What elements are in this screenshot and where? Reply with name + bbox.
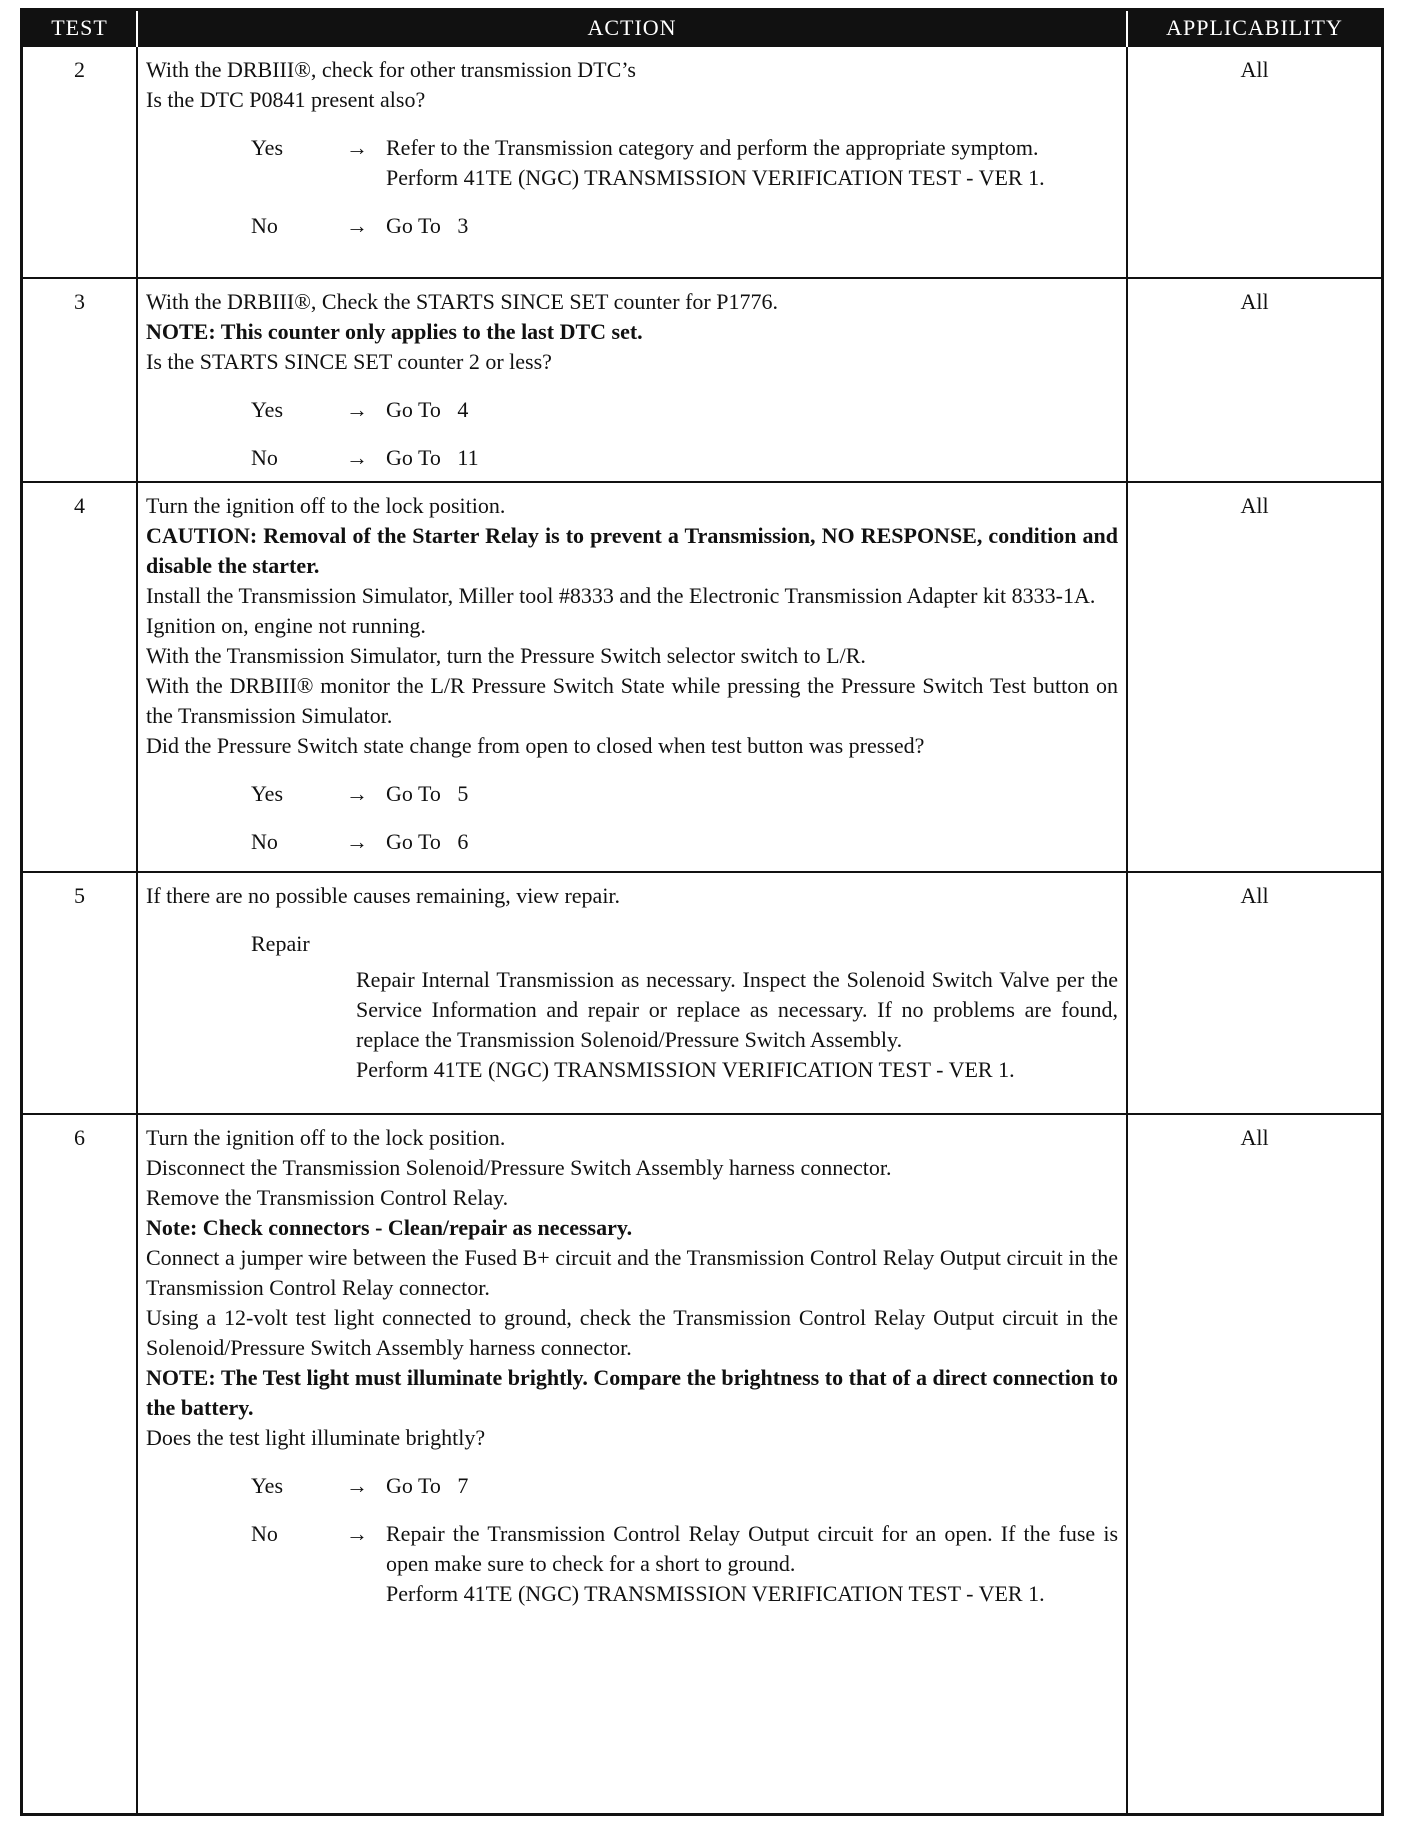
action-line: With the Transmission Simulator, turn the Pressure Switch selector switch to L/R. xyxy=(146,643,866,668)
table-row xyxy=(23,1114,1381,1813)
action-cell xyxy=(137,872,1127,1114)
table-row xyxy=(23,872,1381,1114)
action-line: Ignition on, engine not running. xyxy=(146,613,426,638)
repair-text xyxy=(146,965,1118,1085)
yes-result: Go To 7 xyxy=(386,1473,469,1498)
action-cell xyxy=(137,46,1127,278)
applicability-cell: All xyxy=(1127,482,1381,872)
applicability-cell: All xyxy=(1127,46,1381,278)
no-label: No xyxy=(251,445,278,470)
action-line: Connect a jumper wire between the Fused B+ circuit and the Transmission Control Relay Output circuit in the Transmission Control Relay connector. xyxy=(146,1245,1118,1300)
arrow-icon: → xyxy=(346,1521,368,1546)
test-number: 3 xyxy=(23,278,137,482)
action-cell xyxy=(137,278,1127,482)
arrow-icon: → xyxy=(346,445,368,470)
header-action: ACTION xyxy=(137,11,1127,46)
yes-result: Go To 5 xyxy=(386,781,469,806)
applicability-cell: All xyxy=(1127,872,1381,1114)
arrow-icon: → xyxy=(346,1473,368,1498)
yes-label: Yes xyxy=(251,135,284,160)
no-result: Go To 3 xyxy=(386,213,469,238)
yes-label: Yes xyxy=(251,781,284,806)
no-label: No xyxy=(251,829,278,854)
test-number: 6 xyxy=(23,1114,137,1813)
yes-answer xyxy=(146,1471,1118,1501)
table-row xyxy=(23,278,1381,482)
no-answer xyxy=(146,443,1118,473)
table-row xyxy=(23,482,1381,872)
test-number: 5 xyxy=(23,872,137,1114)
no-label: No xyxy=(251,213,278,238)
action-line: With the DRBIII®, check for other transmission DTC’s xyxy=(146,57,636,82)
action-line: Turn the ignition off to the lock position. xyxy=(146,493,506,518)
no-result xyxy=(386,1519,1118,1609)
action-line: Did the Pressure Switch state change from open to closed when test button was pressed? xyxy=(146,733,925,758)
action-line: Remove the Transmission Control Relay. xyxy=(146,1185,509,1210)
action-note: NOTE: The Test light must illuminate brightly. Compare the brightness to that of a direct connection to the battery. xyxy=(146,1365,1118,1420)
yes-label: Yes xyxy=(251,397,284,422)
action-line: Install the Transmission Simulator, Miller tool #8333 and the Electronic Transmission Adapter kit 8333-1A. xyxy=(146,583,1096,608)
diagnostic-test-table xyxy=(20,8,1384,1816)
action-line: With the DRBIII® monitor the L/R Pressure Switch State while pressing the Pressure Switch Test button on the Transmission Simulator. xyxy=(146,673,1118,728)
action-cell xyxy=(137,482,1127,872)
repair-text-verify: Perform 41TE (NGC) TRANSMISSION VERIFICATION TEST - VER 1. xyxy=(356,1057,1015,1082)
action-line: Using a 12-volt test light connected to ground, check the Transmission Control Relay Output circuit in the Solenoid/Pressure Switch Assembly harness connector. xyxy=(146,1305,1118,1360)
no-result: Go To 6 xyxy=(386,829,469,854)
action-line: Turn the ignition off to the lock position. xyxy=(146,1125,506,1150)
table-header-row xyxy=(23,11,1381,46)
applicability-cell: All xyxy=(1127,278,1381,482)
repair-label: Repair xyxy=(251,931,310,956)
applicability-cell: All xyxy=(1127,1114,1381,1813)
action-line: Disconnect the Transmission Solenoid/Pressure Switch Assembly harness connector. xyxy=(146,1155,892,1180)
yes-result xyxy=(386,133,1118,193)
no-result-text: Repair the Transmission Control Relay Output circuit for an open. If the fuse is open make sure to check for a short to ground. xyxy=(386,1521,1118,1576)
table-row xyxy=(23,46,1381,278)
yes-result-text-2: Perform 41TE (NGC) TRANSMISSION VERIFICATION TEST - VER 1. xyxy=(386,165,1045,190)
action-note: NOTE: This counter only applies to the last DTC set. xyxy=(146,319,643,344)
arrow-icon: → xyxy=(346,213,368,238)
repair-text-main: Repair Internal Transmission as necessary. Inspect the Solenoid Switch Valve per the Service Information and repair or replace as necessary. If no problems are found, replace the Transmission Solenoid/Pressure Switch Assembly. xyxy=(356,967,1118,1052)
header-test: TEST xyxy=(23,11,137,46)
no-answer xyxy=(146,211,1118,241)
action-line: Is the STARTS SINCE SET counter 2 or less? xyxy=(146,349,552,374)
action-line: With the DRBIII®, Check the STARTS SINCE SET counter for P1776. xyxy=(146,289,778,314)
action-caution: CAUTION: Removal of the Starter Relay is to prevent a Transmission, NO RESPONSE, condition and disable the starter. xyxy=(146,523,1118,578)
header-applicability: APPLICABILITY xyxy=(1127,11,1381,46)
test-number: 4 xyxy=(23,482,137,872)
test-number: 2 xyxy=(23,46,137,278)
no-answer xyxy=(146,827,1118,857)
action-line: Does the test light illuminate brightly? xyxy=(146,1425,486,1450)
arrow-icon: → xyxy=(346,397,368,422)
test-table xyxy=(23,11,1381,1813)
yes-label: Yes xyxy=(251,1473,284,1498)
yes-answer xyxy=(146,779,1118,809)
yes-answer xyxy=(146,395,1118,425)
arrow-icon: → xyxy=(346,135,368,160)
yes-result: Go To 4 xyxy=(386,397,469,422)
arrow-icon: → xyxy=(346,829,368,854)
no-result: Go To 11 xyxy=(386,445,479,470)
yes-result-text: Refer to the Transmission category and perform the appropriate symptom. xyxy=(386,135,1039,160)
arrow-icon: → xyxy=(346,781,368,806)
yes-answer xyxy=(146,133,1118,193)
action-note: Note: Check connectors - Clean/repair as necessary. xyxy=(146,1215,633,1240)
no-label: No xyxy=(251,1521,278,1546)
no-answer xyxy=(146,1519,1118,1609)
action-cell xyxy=(137,1114,1127,1813)
action-line: If there are no possible causes remaining, view repair. xyxy=(146,883,621,908)
no-result-text-2: Perform 41TE (NGC) TRANSMISSION VERIFICATION TEST - VER 1. xyxy=(386,1581,1045,1606)
action-line: Is the DTC P0841 present also? xyxy=(146,87,426,112)
